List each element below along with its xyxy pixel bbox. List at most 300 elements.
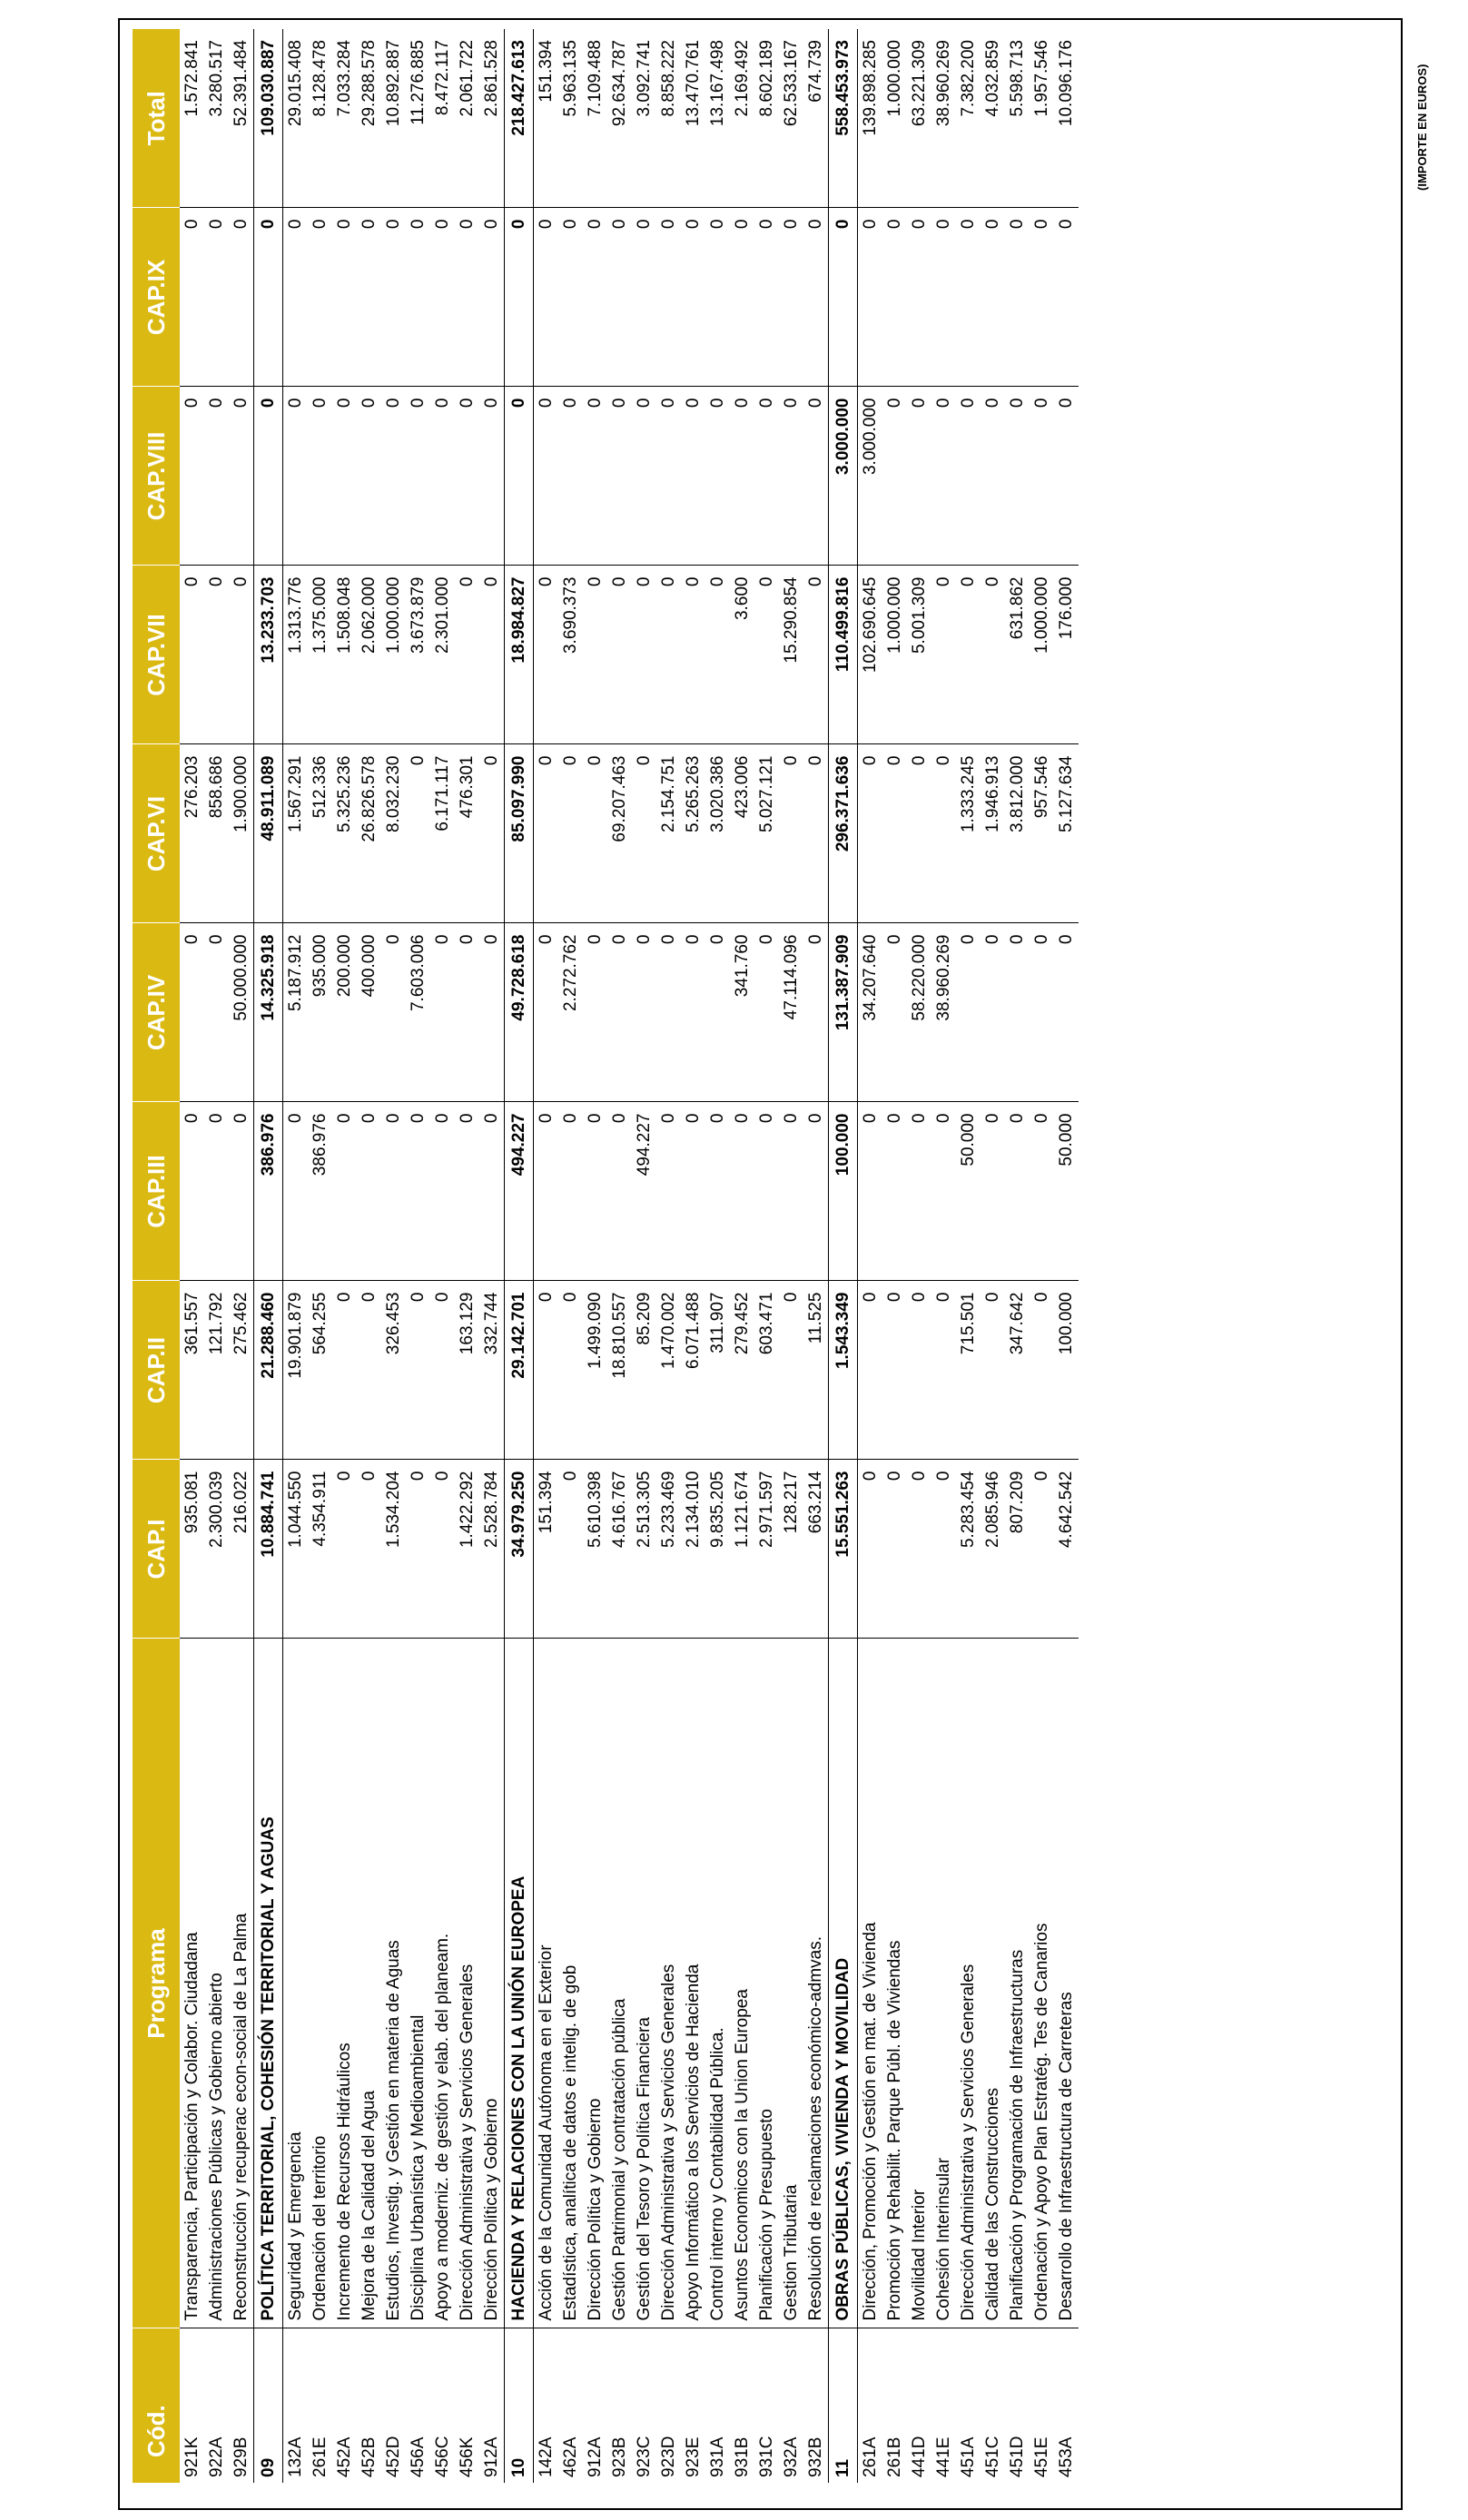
- table-row: [956, 29, 980, 2483]
- cell-cap7: 1.000.000: [882, 566, 907, 744]
- cell-programa: Mejora de la Calidad del Agua: [357, 1639, 381, 2328]
- cell-programa: Dirección, Promoción y Gestión en mat. de Vivienda: [858, 1639, 883, 2328]
- cell-cap6: 0: [858, 744, 883, 923]
- cell-cod: 452D: [383, 2436, 403, 2477]
- cell-cap2: 603.471: [754, 1281, 779, 1460]
- cell-cap8: 3.000.000: [829, 387, 858, 566]
- cell-cap4: 0: [534, 923, 559, 1102]
- cell-cap8: 0: [730, 387, 754, 566]
- cell-cap8: 0: [534, 387, 559, 566]
- col-header-cap3: CAP.III: [133, 1102, 180, 1281]
- cell-cod: 923C: [634, 2436, 654, 2477]
- cell-total: 8.602.189: [754, 29, 779, 208]
- cell-cap4: 0: [381, 923, 406, 1102]
- cell-cap2: 163.129: [455, 1281, 479, 1460]
- table-row: [308, 29, 332, 2483]
- cell-cod: 922A: [206, 2436, 226, 2477]
- cell-cap3: 100.000: [829, 1102, 858, 1281]
- cell-cap8: 0: [754, 387, 779, 566]
- cell-cap3: 0: [430, 1102, 455, 1281]
- cell-cap2: 347.642: [1005, 1281, 1030, 1460]
- cell-cap8: 0: [681, 387, 705, 566]
- table-row: [283, 29, 309, 2483]
- cell-programa: Ordenación del territorio: [308, 1639, 332, 2328]
- cell-cap4: 34.207.640: [858, 923, 883, 1102]
- cell-cap6: 69.207.463: [607, 744, 632, 923]
- cell-programa: HACIENDA Y RELACIONES CON LA UNIÓN EUROPEA: [505, 1639, 534, 2328]
- cell-cap1: 1.044.550: [283, 1460, 309, 1639]
- cell-cap4: 0: [583, 923, 607, 1102]
- cell-cap1: 0: [357, 1460, 381, 1639]
- cell-cap8: 0: [1054, 387, 1079, 566]
- table-row: [1030, 29, 1054, 2483]
- cell-cap6: 5.325.236: [332, 744, 357, 923]
- budget-table: [133, 29, 1079, 2483]
- cell-total: 5.963.135: [558, 29, 583, 208]
- cell-cod: 912A: [481, 2436, 501, 2477]
- cell-cap1: 4.642.542: [1054, 1460, 1079, 1639]
- cell-cap6: 85.097.990: [505, 744, 534, 923]
- cell-total: 674.739: [803, 29, 829, 208]
- cell-total: 7.109.488: [583, 29, 607, 208]
- cell-cap2: 0: [779, 1281, 803, 1460]
- cell-cap1: 663.214: [803, 1460, 829, 1639]
- cell-cod: 931C: [756, 2436, 776, 2477]
- cell-cap2: 0: [430, 1281, 455, 1460]
- cell-cap1: 2.528.784: [479, 1460, 505, 1639]
- cell-cap4: 400.000: [357, 923, 381, 1102]
- cell-programa: Estadística, analítica de datos e intelig. de gob: [558, 1639, 583, 2328]
- cell-cap9: 0: [357, 208, 381, 387]
- cell-cap1: 4.616.767: [607, 1460, 632, 1639]
- cell-cap3: 0: [607, 1102, 632, 1281]
- table-row: [803, 29, 829, 2483]
- cell-cap6: 0: [882, 744, 907, 923]
- cell-programa: Dirección Administrativa y Servicios Generales: [956, 1639, 980, 2328]
- cell-cap1: 5.233.469: [656, 1460, 681, 1639]
- cell-cod: 921K: [182, 2436, 202, 2477]
- cell-cap1: 0: [931, 1460, 956, 1639]
- table-row: [583, 29, 607, 2483]
- cell-programa: Promoción y Rehabilit. Parque Públ. de Viviendas: [882, 1639, 907, 2328]
- cell-cap1: 0: [558, 1460, 583, 1639]
- table-row: [357, 29, 381, 2483]
- cell-cap1: 1.422.292: [455, 1460, 479, 1639]
- table-row: [882, 29, 907, 2483]
- cell-cap4: 0: [1054, 923, 1079, 1102]
- cell-total: 4.032.859: [980, 29, 1005, 208]
- table-row: [632, 29, 656, 2483]
- cell-cap4: 0: [1030, 923, 1054, 1102]
- cell-cap3: 0: [980, 1102, 1005, 1281]
- cell-cap3: 0: [479, 1102, 505, 1281]
- cell-programa: Apoyo a moderniz. de gestión y elab. del planeam.: [430, 1639, 455, 2328]
- cell-cap8: 0: [558, 387, 583, 566]
- col-header-cap9: CAP.IX: [133, 208, 180, 387]
- cell-cap9: 0: [931, 208, 956, 387]
- cell-total: 10.892.887: [381, 29, 406, 208]
- cell-cap7: 0: [705, 566, 730, 744]
- table-row: [204, 29, 229, 2483]
- cell-cap6: 0: [907, 744, 931, 923]
- cell-cap7: 1.375.000: [308, 566, 332, 744]
- col-header-programa: Programa: [133, 1639, 180, 2328]
- cell-cap8: 0: [254, 387, 283, 566]
- cell-cod: 456K: [457, 2436, 477, 2477]
- cell-cap4: 7.603.006: [406, 923, 430, 1102]
- table-row: [858, 29, 883, 2483]
- cell-cod: 452A: [334, 2436, 354, 2477]
- cell-cap7: 1.000.000: [381, 566, 406, 744]
- cell-cap4: 200.000: [332, 923, 357, 1102]
- cell-cap9: 0: [1005, 208, 1030, 387]
- col-header-cap6: CAP.VI: [133, 744, 180, 923]
- cell-cap1: 935.081: [180, 1460, 204, 1639]
- cell-total: 7.382.200: [956, 29, 980, 208]
- cell-cap4: 0: [204, 923, 229, 1102]
- cell-cod: 451E: [1031, 2436, 1051, 2477]
- cell-programa: Acción de la Comunidad Autónoma en el Exterior: [534, 1639, 559, 2328]
- cell-cap2: 564.255: [308, 1281, 332, 1460]
- cell-cap2: 0: [980, 1281, 1005, 1460]
- table-row: [980, 29, 1005, 2483]
- table-row: [430, 29, 455, 2483]
- cell-cap6: 957.546: [1030, 744, 1054, 923]
- cell-cap7: 1.313.776: [283, 566, 309, 744]
- cell-cap7: 102.690.645: [858, 566, 883, 744]
- cell-cap3: 0: [381, 1102, 406, 1281]
- cell-cap7: 0: [583, 566, 607, 744]
- cell-total: 2.169.492: [730, 29, 754, 208]
- cell-cap3: 0: [558, 1102, 583, 1281]
- cell-cap6: 3.812.000: [1005, 744, 1030, 923]
- cell-cap6: 1.567.291: [283, 744, 309, 923]
- cell-cap7: 0: [455, 566, 479, 744]
- table-row: [381, 29, 406, 2483]
- cell-programa: Dirección Administrativa y Servicios Generales: [656, 1639, 681, 2328]
- cell-total: 29.015.408: [283, 29, 309, 208]
- cell-cap8: 0: [803, 387, 829, 566]
- cell-cap2: 100.000: [1054, 1281, 1079, 1460]
- cell-cap2: 1.543.349: [829, 1281, 858, 1460]
- cell-cap4: 58.220.000: [907, 923, 931, 1102]
- cell-cap7: 176.000: [1054, 566, 1079, 744]
- cell-cap1: 1.121.674: [730, 1460, 754, 1639]
- cell-total: 11.276.885: [406, 29, 430, 208]
- cell-cap9: 0: [229, 208, 254, 387]
- cell-cap2: 0: [907, 1281, 931, 1460]
- cell-cap9: 0: [204, 208, 229, 387]
- table-row: [180, 29, 204, 2483]
- cell-cap1: 0: [1030, 1460, 1054, 1639]
- cell-total: 8.472.117: [430, 29, 455, 208]
- cell-cap3: 50.000: [956, 1102, 980, 1281]
- cell-cod: 932B: [805, 2436, 825, 2477]
- cell-cap7: 2.301.000: [430, 566, 455, 744]
- cell-cap6: 858.686: [204, 744, 229, 923]
- cell-cod: 142A: [534, 2328, 559, 2483]
- cell-cap9: 0: [332, 208, 357, 387]
- cell-cap9: 0: [656, 208, 681, 387]
- cell-cap7: 631.862: [1005, 566, 1030, 744]
- cell-cap3: 0: [931, 1102, 956, 1281]
- cell-cap3: 0: [730, 1102, 754, 1281]
- cell-cap3: 0: [882, 1102, 907, 1281]
- col-header-cap4: CAP.IV: [133, 923, 180, 1102]
- cell-total: 10.096.176: [1054, 29, 1079, 208]
- cell-cap6: 5.127.634: [1054, 744, 1079, 923]
- cell-cap1: 216.022: [229, 1460, 254, 1639]
- cell-cap9: 0: [1030, 208, 1054, 387]
- cell-cap8: 0: [956, 387, 980, 566]
- cell-total: 63.221.309: [907, 29, 931, 208]
- cell-cap4: 0: [455, 923, 479, 1102]
- cell-cap2: 715.501: [956, 1281, 980, 1460]
- cell-cap9: 0: [980, 208, 1005, 387]
- cell-programa: Resolución de reclamaciones económico-admvas.: [803, 1639, 829, 2328]
- cell-cap4: 0: [754, 923, 779, 1102]
- cell-cap9: 0: [1054, 208, 1079, 387]
- cell-cod: 923D: [658, 2436, 678, 2477]
- cell-cap8: 0: [308, 387, 332, 566]
- cell-cap8: 0: [406, 387, 430, 566]
- table-row: [907, 29, 931, 2483]
- cell-cap2: 311.907: [705, 1281, 730, 1460]
- cell-cap8: 0: [656, 387, 681, 566]
- cell-cap3: 0: [455, 1102, 479, 1281]
- cell-cod: 452B: [359, 2436, 379, 2477]
- cell-total: 151.394: [534, 29, 559, 208]
- cell-cap7: 3.690.373: [558, 566, 583, 744]
- cell-cap2: 1.470.002: [656, 1281, 681, 1460]
- table-row: [406, 29, 430, 2483]
- cell-cap8: 0: [931, 387, 956, 566]
- col-header-total: Total: [133, 29, 180, 208]
- cell-cap3: 0: [907, 1102, 931, 1281]
- cell-cap1: 0: [858, 1460, 883, 1639]
- cell-cap3: 0: [204, 1102, 229, 1281]
- cell-cap6: 0: [406, 744, 430, 923]
- cell-cap2: 21.288.460: [254, 1281, 283, 1460]
- cell-cap1: 34.979.250: [505, 1460, 534, 1639]
- cell-cap3: 386.976: [254, 1102, 283, 1281]
- cell-cap9: 0: [705, 208, 730, 387]
- cell-cap4: 0: [681, 923, 705, 1102]
- cell-cap6: 5.027.121: [754, 744, 779, 923]
- cell-cod: 931A: [707, 2436, 727, 2477]
- col-header-cap1: CAP.I: [133, 1460, 180, 1639]
- cell-cap4: 0: [956, 923, 980, 1102]
- cell-cap7: 0: [956, 566, 980, 744]
- cell-cap8: 0: [430, 387, 455, 566]
- cell-cap6: 1.946.913: [980, 744, 1005, 923]
- cell-cap1: 4.354.911: [308, 1460, 332, 1639]
- cell-programa: Dirección Administrativa y Servicios Generales: [455, 1639, 479, 2328]
- col-header-cap7: CAP.VII: [133, 566, 180, 744]
- cell-cap1: 151.394: [534, 1460, 559, 1639]
- cell-cap1: 0: [332, 1460, 357, 1639]
- cell-cap7: 0: [607, 566, 632, 744]
- cell-cap1: 2.134.010: [681, 1460, 705, 1639]
- cell-cod: 923E: [683, 2436, 703, 2477]
- cell-cap4: 0: [479, 923, 505, 1102]
- cell-cap8: 0: [357, 387, 381, 566]
- cell-cap9: 0: [956, 208, 980, 387]
- cell-cap3: 0: [229, 1102, 254, 1281]
- cell-total: 52.391.484: [229, 29, 254, 208]
- cell-cap3: 0: [858, 1102, 883, 1281]
- cell-programa: Reconstrucción y recuperac econ-social de La Palma: [229, 1639, 254, 2328]
- cell-cap7: 0: [931, 566, 956, 744]
- cell-cap9: 0: [534, 208, 559, 387]
- cell-cap4: 50.000.000: [229, 923, 254, 1102]
- cell-cap4: 0: [607, 923, 632, 1102]
- cell-cod: 453A: [1056, 2436, 1076, 2477]
- cell-programa: Administraciones Públicas y Gobierno abierto: [204, 1639, 229, 2328]
- cell-programa: Apoyo Informático a los Servicios de Hacienda: [681, 1639, 705, 2328]
- cell-cap8: 0: [180, 387, 204, 566]
- cell-cod: 932A: [781, 2436, 801, 2477]
- cell-cap2: 332.744: [479, 1281, 505, 1460]
- cell-cap7: 0: [229, 566, 254, 744]
- cell-cap1: 2.971.597: [754, 1460, 779, 1639]
- cell-total: 1.957.546: [1030, 29, 1054, 208]
- cell-cod: 441E: [933, 2436, 953, 2477]
- cell-cap6: 0: [479, 744, 505, 923]
- cell-cap1: 0: [430, 1460, 455, 1639]
- cell-cap9: 0: [754, 208, 779, 387]
- cell-cap4: 0: [980, 923, 1005, 1102]
- cell-cap1: 10.884.741: [254, 1460, 283, 1639]
- cell-cap9: 0: [829, 208, 858, 387]
- col-header-cap2: CAP.II: [133, 1281, 180, 1460]
- cell-cap3: 386.976: [308, 1102, 332, 1281]
- cell-cap2: 0: [357, 1281, 381, 1460]
- cell-cap9: 0: [505, 208, 534, 387]
- cell-programa: OBRAS PÚBLICAS, VIVIENDA Y MOVILIDAD: [829, 1639, 858, 2328]
- table-body: [180, 29, 1079, 2483]
- cell-cap6: 476.301: [455, 744, 479, 923]
- cell-cap7: 3.673.879: [406, 566, 430, 744]
- cell-cap9: 0: [455, 208, 479, 387]
- cell-cap3: 0: [656, 1102, 681, 1281]
- cell-cap3: 0: [357, 1102, 381, 1281]
- table-row: [534, 29, 559, 2483]
- cell-cap4: 5.187.912: [283, 923, 309, 1102]
- cell-cap7: 1.000.000: [1030, 566, 1054, 744]
- cell-cap9: 0: [254, 208, 283, 387]
- cell-cap4: 131.387.909: [829, 923, 858, 1102]
- cell-cap2: 0: [931, 1281, 956, 1460]
- cell-cap7: 3.600: [730, 566, 754, 744]
- cell-cap3: 0: [1005, 1102, 1030, 1281]
- cell-cap9: 0: [430, 208, 455, 387]
- cell-cap9: 0: [283, 208, 309, 387]
- cell-cap8: 0: [607, 387, 632, 566]
- cell-cap3: 0: [803, 1102, 829, 1281]
- cell-cap4: 2.272.762: [558, 923, 583, 1102]
- cell-cap2: 29.142.701: [505, 1281, 534, 1460]
- cell-cap8: 0: [332, 387, 357, 566]
- cell-cap8: 0: [381, 387, 406, 566]
- cell-cap3: 0: [681, 1102, 705, 1281]
- cell-programa: Planificación y Programación de Infraestructuras: [1005, 1639, 1030, 2328]
- cell-cap6: 3.020.386: [705, 744, 730, 923]
- cell-cap7: 0: [632, 566, 656, 744]
- cell-programa: Movilidad Interior: [907, 1639, 931, 2328]
- cell-cap9: 0: [730, 208, 754, 387]
- cell-cap3: 494.227: [632, 1102, 656, 1281]
- cell-cap4: 0: [656, 923, 681, 1102]
- cell-cap3: 0: [1030, 1102, 1054, 1281]
- cell-cod: 09: [254, 2328, 283, 2483]
- cell-total: 13.167.498: [705, 29, 730, 208]
- cell-cap6: 5.265.263: [681, 744, 705, 923]
- cell-programa: Asuntos Economicos con la Union Europea: [730, 1639, 754, 2328]
- cell-cap4: 47.114.096: [779, 923, 803, 1102]
- cell-cap8: 0: [907, 387, 931, 566]
- cell-cap1: 2.085.946: [980, 1460, 1005, 1639]
- cell-cap8: 0: [632, 387, 656, 566]
- cell-cap6: 0: [583, 744, 607, 923]
- cell-cap2: 0: [858, 1281, 883, 1460]
- cell-cap3: 50.000: [1054, 1102, 1079, 1281]
- table-row: [558, 29, 583, 2483]
- cell-total: 38.960.269: [931, 29, 956, 208]
- cell-cap8: 0: [229, 387, 254, 566]
- cell-cap6: 0: [534, 744, 559, 923]
- table-row: [656, 29, 681, 2483]
- cell-cap6: 0: [803, 744, 829, 923]
- cell-cap3: 0: [705, 1102, 730, 1281]
- table-row: [779, 29, 803, 2483]
- cell-cod: 261E: [310, 2436, 330, 2477]
- cell-cod: 451C: [982, 2436, 1002, 2477]
- cell-cap2: 275.462: [229, 1281, 254, 1460]
- cell-cap6: 8.032.230: [381, 744, 406, 923]
- cell-cap7: 2.062.000: [357, 566, 381, 744]
- cell-programa: Ordenación y Apoyo Plan Estratég. Tes de Canarios: [1030, 1639, 1054, 2328]
- col-header-cap8: CAP.VIII: [133, 387, 180, 566]
- cell-cap2: 326.453: [381, 1281, 406, 1460]
- cell-cap1: 5.610.398: [583, 1460, 607, 1639]
- cell-total: 29.288.578: [357, 29, 381, 208]
- cell-total: 92.634.787: [607, 29, 632, 208]
- cell-cap1: 1.534.204: [381, 1460, 406, 1639]
- cell-cap9: 0: [180, 208, 204, 387]
- cell-cap2: 0: [332, 1281, 357, 1460]
- cell-cod: 10: [505, 2328, 534, 2483]
- cell-total: 5.598.713: [1005, 29, 1030, 208]
- cell-cap8: 0: [455, 387, 479, 566]
- col-header-cod: Cód.: [133, 2328, 180, 2483]
- cell-programa: Gestion Tributaria: [779, 1639, 803, 2328]
- cell-cap6: 6.171.117: [430, 744, 455, 923]
- budget-table-container: [133, 32, 1394, 2483]
- cell-cap7: 110.499.816: [829, 566, 858, 744]
- cell-cap9: 0: [779, 208, 803, 387]
- cell-cap9: 0: [907, 208, 931, 387]
- table-row: [607, 29, 632, 2483]
- cell-cap7: 5.001.309: [907, 566, 931, 744]
- cell-cap7: 0: [980, 566, 1005, 744]
- cell-cod: 912A: [585, 2436, 605, 2477]
- cell-cap2: 0: [534, 1281, 559, 1460]
- cell-cod: 11: [829, 2328, 858, 2483]
- cell-cap9: 0: [607, 208, 632, 387]
- cell-cap3: 0: [406, 1102, 430, 1281]
- cell-cap2: 0: [558, 1281, 583, 1460]
